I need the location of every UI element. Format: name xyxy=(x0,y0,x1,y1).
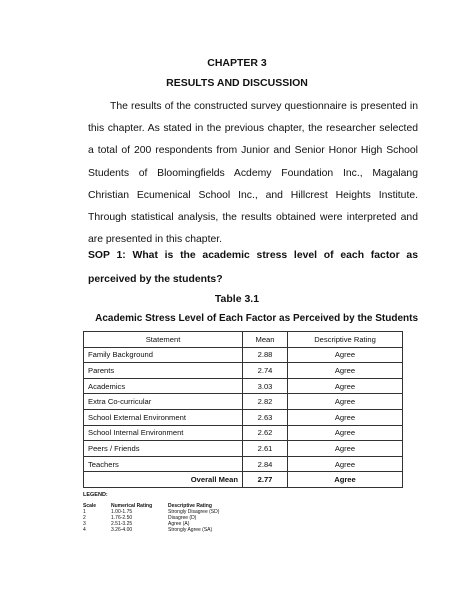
legend-range: 2.51-3.25 xyxy=(111,521,133,527)
rating-cell: Agree xyxy=(288,409,403,425)
table-number: Table 3.1 xyxy=(214,293,260,305)
table-row xyxy=(84,409,403,425)
table-row xyxy=(84,441,403,457)
mean-cell: 2.62 xyxy=(243,425,288,441)
table-row xyxy=(84,456,403,472)
legend-header-descriptive: Descriptive Rating xyxy=(168,503,212,509)
rating-cell: Agree xyxy=(288,456,403,472)
statement-cell: Family Background xyxy=(84,347,243,363)
table-row xyxy=(84,347,403,363)
rating-cell: Agree xyxy=(288,394,403,410)
mean-cell: 2.82 xyxy=(243,394,288,410)
overall-mean-cell: 2.77 xyxy=(243,472,288,488)
sop-question: SOP 1: What is the academic stress level of each factor as perceived by the students? xyxy=(88,250,418,285)
legend-table xyxy=(83,503,219,533)
header-statement: Statement xyxy=(84,332,243,348)
legend-description: Strongly Agree (SA) xyxy=(168,527,213,533)
section-title: RESULTS AND DISCUSSION xyxy=(166,77,308,89)
overall-rating-cell: Agree xyxy=(288,472,403,488)
legend-range: 1.00-1.75 xyxy=(111,509,133,515)
statement-cell: School Internal Environment xyxy=(84,425,243,441)
rating-cell: Agree xyxy=(288,363,403,379)
mean-cell: 3.03 xyxy=(243,378,288,394)
legend-range: 3.26-4.00 xyxy=(111,527,133,533)
table-header-row xyxy=(84,332,403,348)
overall-label-cell: Overall Mean xyxy=(84,472,243,488)
table-row xyxy=(84,363,403,379)
legend-scale: 1 xyxy=(83,509,86,515)
table-title: Academic Stress Level of Each Factor as Perceived by the Students xyxy=(95,313,418,324)
header-descriptive-rating: Descriptive Rating xyxy=(288,332,403,348)
table-row xyxy=(84,378,403,394)
legend-scale: 3 xyxy=(83,521,86,527)
stress-level-table xyxy=(83,331,403,488)
legend-header-scale: Scale xyxy=(83,503,97,509)
intro-paragraph: The results of the constructed survey questionnaire is presented in this chapter. As stated in the previous chapter, the researcher selected a total of 200 respondents from Junior and Senior Honor High School Students of Bloomingfields Acdemy Foundation Inc., Magalang Christian Ecumenical School Inc., and Hillcrest Heights Institute. Through statistical analysis, the results obtained were interpreted and are presented in this chapter. xyxy=(88,101,418,246)
legend-header-numerical: Numerical Rating xyxy=(111,503,153,509)
legend-row xyxy=(83,527,219,533)
rating-cell: Agree xyxy=(288,347,403,363)
overall-mean-row xyxy=(84,472,403,488)
mean-cell: 2.88 xyxy=(243,347,288,363)
statement-cell: Extra Co-curricular xyxy=(84,394,243,410)
chapter-heading: CHAPTER 3 xyxy=(207,57,267,69)
table-row xyxy=(84,394,403,410)
statement-cell: Academics xyxy=(84,378,243,394)
rating-cell: Agree xyxy=(288,378,403,394)
statement-cell: School External Environment xyxy=(84,409,243,425)
mean-cell: 2.74 xyxy=(243,363,288,379)
mean-cell: 2.84 xyxy=(243,456,288,472)
statement-cell: Parents xyxy=(84,363,243,379)
legend-description: Agree (A) xyxy=(168,521,190,527)
mean-cell: 2.61 xyxy=(243,441,288,457)
legend-description: Disagree (D) xyxy=(168,515,197,521)
rating-cell: Agree xyxy=(288,425,403,441)
legend-scale: 2 xyxy=(83,515,86,521)
statement-cell: Teachers xyxy=(84,456,243,472)
legend-description: Strongly Disagree (SD) xyxy=(168,509,220,515)
header-mean: Mean xyxy=(243,332,288,348)
legend-range: 1.76-2.50 xyxy=(111,515,133,521)
statement-cell: Peers / Friends xyxy=(84,441,243,457)
table-row xyxy=(84,425,403,441)
legend-title: LEGEND: xyxy=(83,492,108,498)
rating-cell: Agree xyxy=(288,441,403,457)
mean-cell: 2.63 xyxy=(243,409,288,425)
legend-scale: 4 xyxy=(83,527,86,533)
